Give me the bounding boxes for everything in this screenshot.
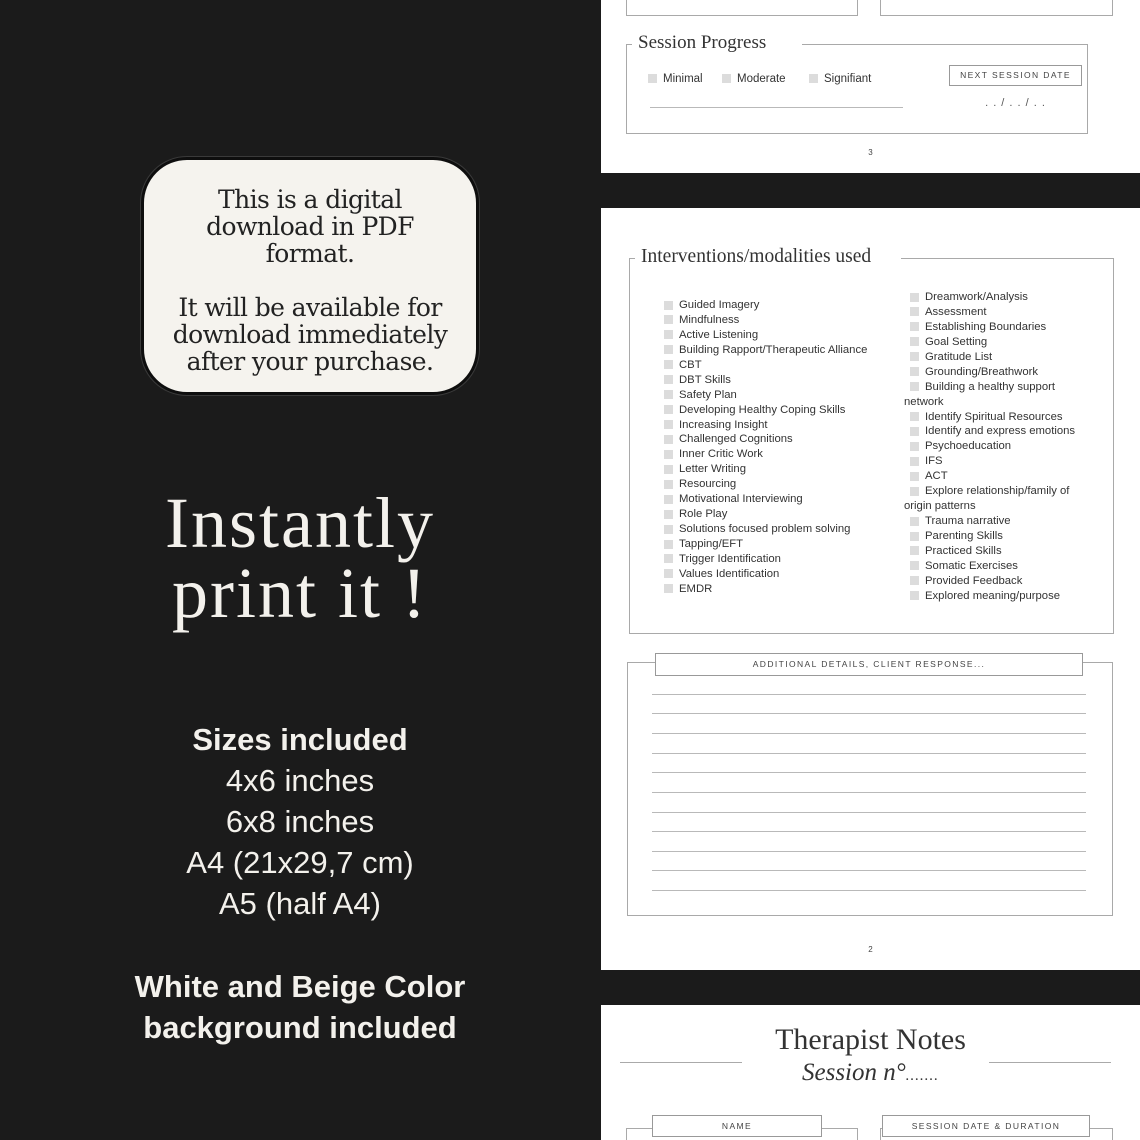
intervention-item[interactable]: Letter Writing xyxy=(664,462,867,477)
intervention-item[interactable]: Mindfulness xyxy=(664,313,867,328)
checkbox-icon xyxy=(910,546,919,555)
intervention-item[interactable]: IFS xyxy=(904,454,1075,469)
next-session-date-label: NEXT SESSION DATE xyxy=(949,65,1082,86)
intervention-item[interactable]: CBT xyxy=(664,358,867,373)
info-text-download: This is a digital download in PDF format. xyxy=(206,185,414,268)
sizes-list xyxy=(0,719,600,924)
intervention-item[interactable]: Identify and express emotions xyxy=(904,424,1075,439)
intervention-item[interactable]: Building a healthy support xyxy=(904,380,1075,395)
intervention-item[interactable]: Parenting Skills xyxy=(904,529,1075,544)
checkbox-icon xyxy=(910,532,919,541)
additional-details-label: ADDITIONAL DETAILS, CLIENT RESPONSE... xyxy=(655,653,1083,676)
writing-line[interactable] xyxy=(652,792,1086,793)
checkbox-icon xyxy=(910,412,919,421)
intervention-item[interactable]: Trauma narrative xyxy=(904,514,1075,529)
intervention-item[interactable]: Trigger Identification xyxy=(664,552,867,567)
progress-option-significant[interactable]: Signifiant xyxy=(809,73,871,85)
info-text-availability: It will be available for download immediately after your purchase. xyxy=(172,293,448,376)
intervention-item[interactable]: Dreamwork/Analysis xyxy=(904,290,1075,305)
session-progress-title: Session Progress xyxy=(632,31,802,55)
intervention-item[interactable]: Identify Spiritual Resources xyxy=(904,410,1075,425)
checkbox-icon xyxy=(664,345,673,354)
interventions-list-right xyxy=(904,290,1075,604)
progress-option-moderate[interactable]: Moderate xyxy=(722,73,786,85)
checkbox-icon xyxy=(664,435,673,444)
writing-line[interactable] xyxy=(652,733,1086,734)
intervention-item[interactable]: Inner Critic Work xyxy=(664,447,867,462)
checkbox-icon xyxy=(910,382,919,391)
checkbox-icon xyxy=(910,367,919,376)
intervention-item[interactable]: Goal Setting xyxy=(904,335,1075,350)
intervention-item[interactable]: Psychoeducation xyxy=(904,439,1075,454)
field-box-left xyxy=(626,0,858,16)
progress-option-minimal[interactable]: Minimal xyxy=(648,73,703,85)
checkbox-icon xyxy=(664,540,673,549)
intervention-item[interactable]: Grounding/Breathwork xyxy=(904,365,1075,380)
checkbox-icon xyxy=(664,480,673,489)
intervention-item[interactable]: Explored meaning/purpose xyxy=(904,589,1075,604)
intervention-item[interactable]: Practiced Skills xyxy=(904,544,1075,559)
progress-notes-line xyxy=(650,107,903,108)
intervention-item[interactable]: Developing Healthy Coping Skills xyxy=(664,403,867,418)
headline xyxy=(0,483,600,633)
writing-line[interactable] xyxy=(652,812,1086,813)
checkbox-icon xyxy=(648,74,657,83)
intervention-item[interactable]: Building Rapport/Therapeutic Alliance xyxy=(664,343,867,358)
checkbox-icon xyxy=(664,301,673,310)
intervention-item[interactable]: Role Play xyxy=(664,507,867,522)
checkbox-icon xyxy=(664,450,673,459)
intervention-item[interactable]: Resourcing xyxy=(664,477,867,492)
writing-line[interactable] xyxy=(652,753,1086,754)
size-item: 4x6 inches xyxy=(225,763,375,798)
intervention-item-continuation: origin patterns xyxy=(904,500,976,513)
checkbox-icon xyxy=(664,525,673,534)
writing-line[interactable] xyxy=(652,772,1086,773)
page-number: 3 xyxy=(868,148,873,157)
page-title: Therapist Notes xyxy=(775,1023,966,1056)
intervention-item[interactable]: Safety Plan xyxy=(664,388,867,403)
checkbox-icon xyxy=(664,360,673,369)
writing-line[interactable] xyxy=(652,694,1086,695)
intervention-item[interactable]: Challenged Cognitions xyxy=(664,432,867,447)
checkbox-icon xyxy=(910,352,919,361)
checkbox-icon xyxy=(910,517,919,526)
intervention-item[interactable]: Increasing Insight xyxy=(664,418,867,433)
checkbox-icon xyxy=(664,420,673,429)
page-number: 2 xyxy=(868,945,873,954)
checkbox-icon xyxy=(664,375,673,384)
field-box-right xyxy=(880,0,1113,16)
checkbox-icon xyxy=(664,569,673,578)
session-number-field[interactable]: ....... xyxy=(905,1068,939,1084)
checkbox-icon xyxy=(910,322,919,331)
background-note-line-2: background included xyxy=(143,1010,457,1045)
checkbox-icon xyxy=(664,390,673,399)
intervention-item[interactable]: DBT Skills xyxy=(664,373,867,388)
session-number-label: Session n° xyxy=(802,1059,906,1086)
info-box xyxy=(141,157,479,395)
checkbox-icon xyxy=(910,591,919,600)
checkbox-icon xyxy=(910,457,919,466)
checkbox-icon xyxy=(664,315,673,324)
intervention-item[interactable]: Provided Feedback xyxy=(904,574,1075,589)
checkbox-icon xyxy=(664,330,673,339)
intervention-item[interactable]: Somatic Exercises xyxy=(904,559,1075,574)
checkbox-icon xyxy=(809,74,818,83)
checkbox-icon xyxy=(664,510,673,519)
intervention-item[interactable]: Solutions focused problem solving xyxy=(664,522,867,537)
writing-line[interactable] xyxy=(652,713,1086,714)
checkbox-icon xyxy=(722,74,731,83)
writing-line[interactable] xyxy=(652,851,1086,852)
intervention-item[interactable]: Assessment xyxy=(904,305,1075,320)
size-item: A5 (half A4) xyxy=(219,886,381,921)
intervention-item[interactable]: Motivational Interviewing xyxy=(664,492,867,507)
writing-line[interactable] xyxy=(652,831,1086,832)
intervention-item-continuation: network xyxy=(904,395,944,408)
checkbox-icon xyxy=(664,465,673,474)
intervention-item[interactable]: Explore relationship/family of xyxy=(904,484,1075,499)
checkbox-icon xyxy=(664,554,673,563)
intervention-item[interactable]: EMDR xyxy=(664,582,867,597)
interventions-list-left xyxy=(664,298,867,597)
intervention-item[interactable]: ACT xyxy=(904,469,1075,484)
intervention-item[interactable]: Guided Imagery xyxy=(664,298,867,313)
writing-line[interactable] xyxy=(652,870,1086,871)
intervention-item[interactable]: Active Listening xyxy=(664,328,867,343)
intervention-item[interactable]: Gratitude List xyxy=(904,350,1075,365)
interventions-title: Interventions/modalities used xyxy=(635,245,901,269)
checkbox-icon xyxy=(910,561,919,570)
checkbox-icon xyxy=(910,472,919,481)
page-preview-2 xyxy=(601,208,1140,970)
checkbox-icon xyxy=(910,427,919,436)
size-item: 6x8 inches xyxy=(225,804,375,839)
intervention-item[interactable]: Tapping/EFT xyxy=(664,537,867,552)
checkbox-icon xyxy=(664,584,673,593)
headline-line-2: print it ! xyxy=(172,553,428,633)
background-note-line-1: White and Beige Color xyxy=(134,969,466,1004)
writing-line[interactable] xyxy=(652,890,1086,891)
sizes-heading: Sizes included xyxy=(192,722,408,757)
checkbox-icon xyxy=(910,307,919,316)
size-item: A4 (21x29,7 cm) xyxy=(186,845,414,880)
session-number xyxy=(601,1058,1140,1091)
intervention-item[interactable]: Values Identification xyxy=(664,567,867,582)
next-session-date-field[interactable]: . . / . . / . . xyxy=(985,97,1046,109)
name-label: NAME xyxy=(652,1115,822,1137)
session-date-label: SESSION DATE & DURATION xyxy=(882,1115,1090,1137)
headline-line-1: Instantly xyxy=(165,483,435,563)
checkbox-icon xyxy=(910,487,919,496)
checkbox-icon xyxy=(910,576,919,585)
checkbox-icon xyxy=(664,405,673,414)
session-progress-box xyxy=(626,44,1088,134)
checkbox-icon xyxy=(910,293,919,302)
background-note xyxy=(0,966,600,1048)
intervention-item[interactable]: Establishing Boundaries xyxy=(904,320,1075,335)
checkbox-icon xyxy=(664,495,673,504)
checkbox-icon xyxy=(910,337,919,346)
checkbox-icon xyxy=(910,442,919,451)
additional-details-box xyxy=(627,662,1113,916)
page-preview-1 xyxy=(601,1005,1140,1140)
page-preview-3 xyxy=(601,0,1140,173)
